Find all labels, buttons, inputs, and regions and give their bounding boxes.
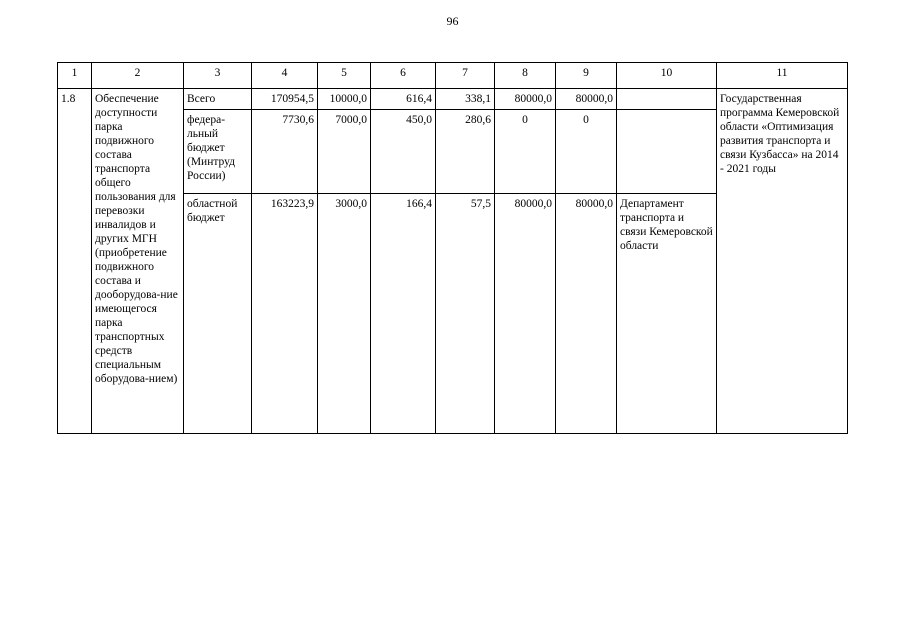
header-cell: 10 [617,63,717,89]
value-cell: 80000,0 [556,194,617,434]
header-row [58,63,848,89]
table-row [58,89,848,110]
page-number: 96 [446,14,459,28]
header-cell: 3 [184,63,252,89]
value-cell: 163223,9 [252,194,318,434]
value-cell: 616,4 [371,89,436,110]
value-cell: 7730,6 [252,110,318,194]
value-cell: 57,5 [436,194,495,434]
value-cell: 170954,5 [252,89,318,110]
header-cell: 6 [371,63,436,89]
funding-source: Всего [184,89,252,110]
header-cell: 1 [58,63,92,89]
funding-source: федера-льный бюджет (Минтруд России) [184,110,252,194]
header-cell: 2 [92,63,184,89]
value-cell: 3000,0 [318,194,371,434]
value-cell: 0 [556,110,617,194]
value-cell: 166,4 [371,194,436,434]
program-name: Государственная программа Кемеровской области «Оптимизация развития транспорта и связи Кузбасса» на 2014 - 2021 годы [717,89,848,434]
value-cell: 450,0 [371,110,436,194]
header-cell: 7 [436,63,495,89]
value-cell: 80000,0 [495,194,556,434]
executor: Департамент транспорта и связи Кемеровской области [617,194,717,434]
value-cell: 0 [495,110,556,194]
header-cell: 9 [556,63,617,89]
funding-source: областной бюджет [184,194,252,434]
header-cell: 8 [495,63,556,89]
executor-empty [617,89,717,110]
header-cell: 11 [717,63,848,89]
value-cell: 338,1 [436,89,495,110]
row-number: 1.8 [58,89,92,434]
value-cell: 80000,0 [495,89,556,110]
budget-table [57,62,848,434]
header-cell: 4 [252,63,318,89]
measure-description: Обеспечение доступности парка подвижного состава транспорта общего пользования для перевозки инвалидов и других МГН (приобретение подвижного состава и дооборудова-ние имеющегося парка транспортных средств специальным оборудова-нием) [92,89,184,434]
value-cell: 7000,0 [318,110,371,194]
header-cell: 5 [318,63,371,89]
executor-empty [617,110,717,194]
value-cell: 280,6 [436,110,495,194]
value-cell: 80000,0 [556,89,617,110]
value-cell: 10000,0 [318,89,371,110]
